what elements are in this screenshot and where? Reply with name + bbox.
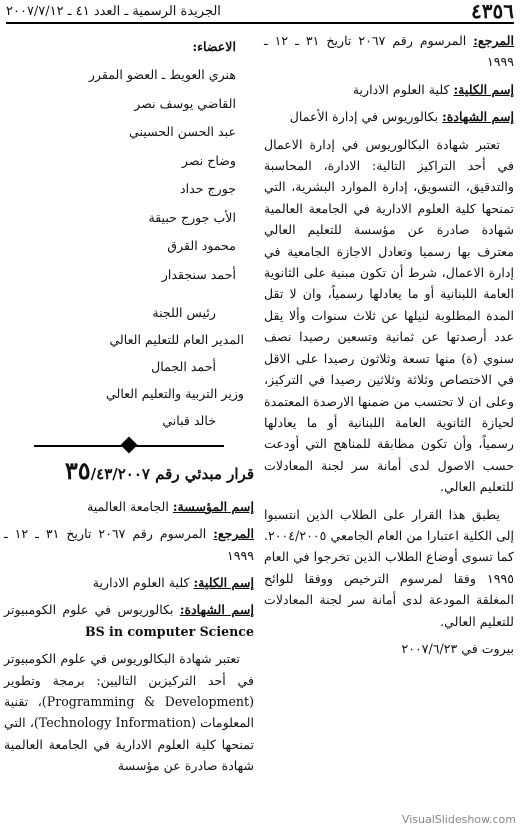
member-name: أحمد سنجقدار xyxy=(161,266,236,282)
faculty-label: إسم الكلية: xyxy=(453,81,514,97)
member-name: القاضي يوسف نصر xyxy=(134,95,236,111)
degree-text: بكالوريوس في إدارة الأعمال xyxy=(289,109,443,125)
section-divider xyxy=(4,438,254,454)
application-paragraph: يطبق هذا القرار على الطلاب الذين انتسبوا إلى الكلية اعتبارا من العام الجامعي ٢٠٠٤/٢٠٠٥. كما تسوى أوضاع الطلاب الذين تخرجوا في العام ١٩٩٥ وفقا لمرسوم الترخيص ووفقا للوائح المغلقة المودعة لدى أمانة سر لجنة المعادلات للتعليم العالي. xyxy=(264,506,514,629)
degree-line xyxy=(4,599,254,642)
watermark-text: VisualSlideshow.com xyxy=(401,813,516,826)
signatures-block xyxy=(4,299,254,434)
member-name: هنري العويط ـ العضو المقرر xyxy=(88,67,236,83)
faculty-text: كلية العلوم الادارية xyxy=(352,81,454,97)
gazette-title: الجريدة الرسمية ـ العدد ٤١ ـ ٢٠٠٧/٧/١٢ xyxy=(6,3,221,19)
signature-line: المدير العام للتعليم العالي xyxy=(109,332,244,348)
right-column xyxy=(264,30,514,828)
degree-english-name: BS in computer Science xyxy=(84,623,254,639)
member-name: جورج حداد xyxy=(179,181,236,197)
degree-label: إسم الشهادة: xyxy=(442,109,514,125)
members-title: الاعضاء: xyxy=(192,39,236,54)
member-name: وضاح نصر xyxy=(181,152,236,168)
date-line: بيروت في ٢٠٠٧/٦/٢٣ xyxy=(401,640,514,656)
equivalence-paragraph: تعتبر شهادة البكالوريوس في إدارة الاعمال في أحد التراكيز التالية: الادارة، المحاسبة والتدقيق، التسويق، إدارة الموارد البشرية، التي تمنحها كلية العلوم الادارية في الجامعة العالمية شهادة صادرة عن مؤسسة للتعليم العالي معترف بها رسميا وتعادل الاجازة الجامعية في إدارة الاعمال، شرط أن تكون مبنية على الثانوية العامة اللبنانية أو ما يعادلها رسمياً، وان لا تقل المدة المطلوبة لنيلها عن ثلاث سنوات وألا يقل عدد أرصدتها عن ثمانية وتسعين رصيدا نصف سنوي (ة) منها تسعة وثلاثون رصيدا على الاقل في الاختصاص وثلاثة وثلاثين رصيدا في التركيز، وعلى ان لا تحتسب من ضمنها الارصدة المعتمدة لحيازة الثانوية العامة اللبنانية أو ما يعادلها رسمياً، وأن تكون مطابقة للمناهج التي أودعت حسب الاصول لدى أمانة سر لجنة المعادلات للتعليم العالي. xyxy=(264,136,514,495)
reference-label: المرجع: xyxy=(473,33,514,48)
page-number: ٤٣٥٦ xyxy=(471,0,514,23)
faculty-label: إسم الكلية: xyxy=(193,575,254,591)
reference-label: المرجع: xyxy=(213,526,254,542)
faculty-line xyxy=(264,79,514,100)
decision-title xyxy=(4,456,254,486)
reference-text: المرسوم رقم ٢٠٦٧ تاريخ ٣١ ـ ١٢ ـ ١٩٩٩ xyxy=(4,526,254,563)
member-name: عبد الحسن الحسيني xyxy=(128,124,236,140)
left-column xyxy=(4,30,254,828)
degree-text: بكالوريوس في علوم الكومبيوتر xyxy=(4,602,180,618)
degree-label: إسم الشهادة: xyxy=(179,602,254,618)
decision-prefix: قرار مبدئي رقم xyxy=(149,465,254,484)
reference-line xyxy=(264,30,514,73)
reference-line xyxy=(4,523,254,566)
institution-line xyxy=(4,496,254,517)
members-list xyxy=(4,61,254,289)
member-name: الأب جورج حبيقة xyxy=(148,209,236,225)
signature-line: أحمد الجمال xyxy=(151,359,216,375)
page-header xyxy=(6,0,514,24)
decision-number: ٣٥ xyxy=(64,456,91,486)
member-name: محمود القرق xyxy=(167,238,236,254)
institution-label: إسم المؤسسة: xyxy=(172,498,254,514)
signature-line: خالد قباني xyxy=(162,413,216,429)
faculty-text: كلية العلوم الادارية xyxy=(92,575,194,591)
signature-line: وزير التربية والتعليم العالي xyxy=(106,386,244,402)
decision-suffix: /٤٣/٢٠٠٧ xyxy=(90,465,150,484)
reference-text: المرسوم رقم ٢٠٦٧ تاريخ ٣١ ـ ١٢ ـ ١٩٩٩ xyxy=(264,33,514,70)
equivalence-paragraph: تعتبر شهادة البكالوريوس في علوم الكومبيوتر في أحد التركيزين التاليين: برمجة وتطوير (Programming & Development)، تقنية المعلومات (Technology Information)، التي تمنحها كلية العلوم الادارية في الجامعة العالمية شهادة صادرة عن مؤسسة xyxy=(4,651,254,774)
faculty-line xyxy=(4,572,254,593)
institution-text: الجامعة العالمية xyxy=(87,498,173,514)
signature-line: رئيس اللجنة xyxy=(152,305,216,321)
degree-line xyxy=(264,106,514,127)
